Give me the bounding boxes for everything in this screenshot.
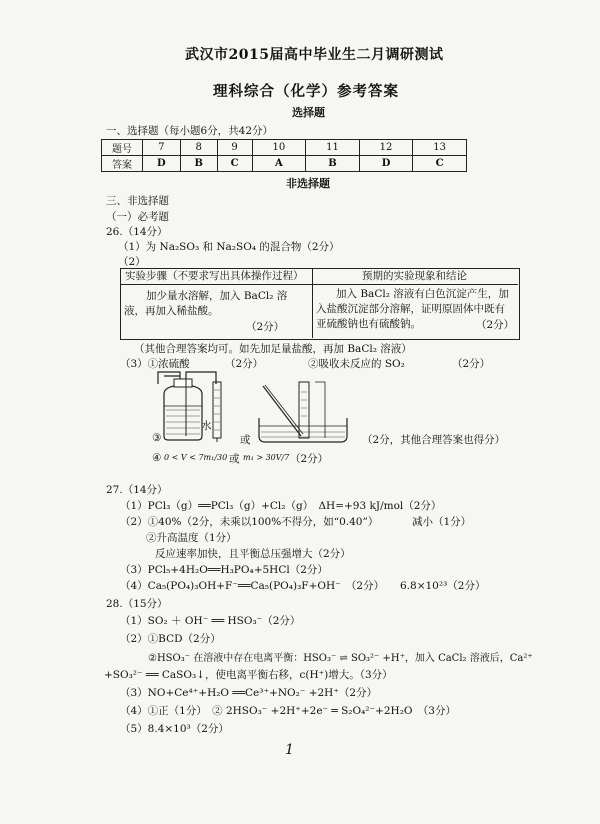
q26-3d-formula1: 0 < V < 7m₁/30 [164,453,228,462]
table-row-numbers [102,140,467,156]
table-header-steps: 实验步骤（不要求写出具体操作过程） [125,270,304,282]
table-divider [120,284,518,285]
document-subtitle: 理科综合（化学）参考答案 [213,83,399,100]
table-cell: C [413,156,467,172]
part1-heading: 一、选择题（每小题6分，共42分） [106,125,274,137]
table-cell: 12 [359,140,413,156]
table-cell: B [180,156,217,172]
table-cell: 7 [143,140,181,156]
q28-line2: （2）①BCD（2分） [120,633,221,645]
q26-3d-marker: ④ [152,452,162,464]
table-cell: 8 [180,140,217,156]
table-cell: A [252,156,306,172]
table-cell: 题号 [102,140,143,156]
experiment-result: 加入 BaCl₂ 溶液有白色沉淀产生，加入盐酸沉淀部分溶解，证明原固体中既有亚硫酸钠也有硫酸钠。 [316,288,509,330]
answer-table [101,139,467,172]
table-cell: 答案 [102,156,143,172]
gas-collection-apparatus-drawing [150,370,240,442]
document-title: 武汉市2015届高中毕业生二月调研测试 [185,47,444,63]
q27-line1: （1）PCl₃（g）══PCl₃（g）+Cl₂（g） ΔH=+93 kJ/mol（2分） [120,500,442,512]
part3-heading: 三、非选择题 [106,195,169,207]
q26-3b-score: （2分） [452,358,491,370]
q27-line6: （4）Ca₅(PO₄)₃OH+F⁻══Ca₅(PO₄)₃F+OH⁻ （2分） [120,580,385,592]
q26-note: （其他合理答案均可。如先加足量盐酸，再加 BaCl₂ 溶液） [134,343,412,355]
q27-line3: ②升高温度（1分） [146,532,237,544]
q27-line5: （3）PCl₅+4H₂O══H₃PO₄+5HCl（2分） [120,564,328,576]
q28-line6: （4）①正（1分） ② 2HSO₃⁻ +2H⁺+2e⁻ ═ S₂O₄²⁻+2H₂O （3分） [120,705,456,717]
q27-line6-right: 6.8×10²³（2分） [400,580,486,592]
q28-line4: +SO₃²⁻ ══ CaSO₃↓，使电离平衡右移，c(H⁺)增大。（3分） [104,669,393,681]
section-nonchoice-title: 非选择题 [286,177,330,190]
q26-3d-score: （2分） [290,453,329,465]
q26-line2: （2） [118,256,146,268]
experiment-result-score: （2分） [476,319,515,331]
table-header-results: 预期的实验现象和结论 [362,270,467,282]
table-cell: 9 [217,140,252,156]
q28-line3: ②HSO₃⁻ 在溶液中存在电离平衡：HSO₃⁻ ⇌ SO₃²⁻ +H⁺，加入 CaCl₂ 溶液后，Ca²⁺ [148,653,533,664]
q28-line5: （3）NO+Ce⁴⁺+H₂O ══Ce³⁺+NO₂⁻ +2H⁺（2分） [120,687,378,699]
q28-heading: 28.（15分） [106,598,168,610]
q27-line4: 反应速率加快，且平衡总压强增大（2分） [155,548,351,560]
experiment-step-score: （2分） [246,321,285,333]
q26-heading: 26.（14分） [106,226,168,238]
q28-line1: （1）SO₂ ＋ OH⁻ ══ HSO₃⁻（2分） [120,615,301,627]
q26-3d-or: 或 [229,453,240,465]
table-divider [312,268,313,338]
q27-line2-right: 减小（1分） [412,516,472,528]
q28-line7: （5）8.4×10³（2分） [120,723,229,735]
experiment-step: 加少量水溶解，加入 BaCl₂ 溶液，再加入稀盐酸。 [124,290,288,317]
section-choice-title: 选择题 [292,106,325,119]
page-number: 1 [285,742,294,758]
q26-3b: ②吸收未反应的 SO₂ [308,358,405,370]
q26-3c: ③ [152,432,162,444]
apparatus-water-label: 水 [201,420,212,432]
q26-3d-formula2: m₁ > 30V/7 [243,453,290,462]
q27-line2: （2）①40%（2分，未乘以100%不得分，如“0.40”） [120,516,379,528]
q27-heading: 27.（14分） [106,484,168,496]
table-cell: 11 [306,140,360,156]
table-cell: 13 [413,140,467,156]
table-cell: D [359,156,413,172]
required-heading: （一）必考题 [106,211,169,223]
q26-line1: （1）为 Na₂SO₃ 和 Na₂SO₄ 的混合物（2分） [118,241,340,253]
table-cell: B [306,156,360,172]
q26-3c-score: （2分，其他合理答案也得分） [362,434,506,446]
table-cell: C [217,156,252,172]
q26-3a-score: （2分） [225,358,264,370]
table-row-answers [102,156,467,172]
table-cell: D [143,156,181,172]
table-cell: 10 [252,140,306,156]
apparatus-or-label: 或 [240,434,251,446]
water-trough-apparatus-drawing [255,378,355,446]
q26-3a: （3）①浓硫酸 [120,358,190,370]
